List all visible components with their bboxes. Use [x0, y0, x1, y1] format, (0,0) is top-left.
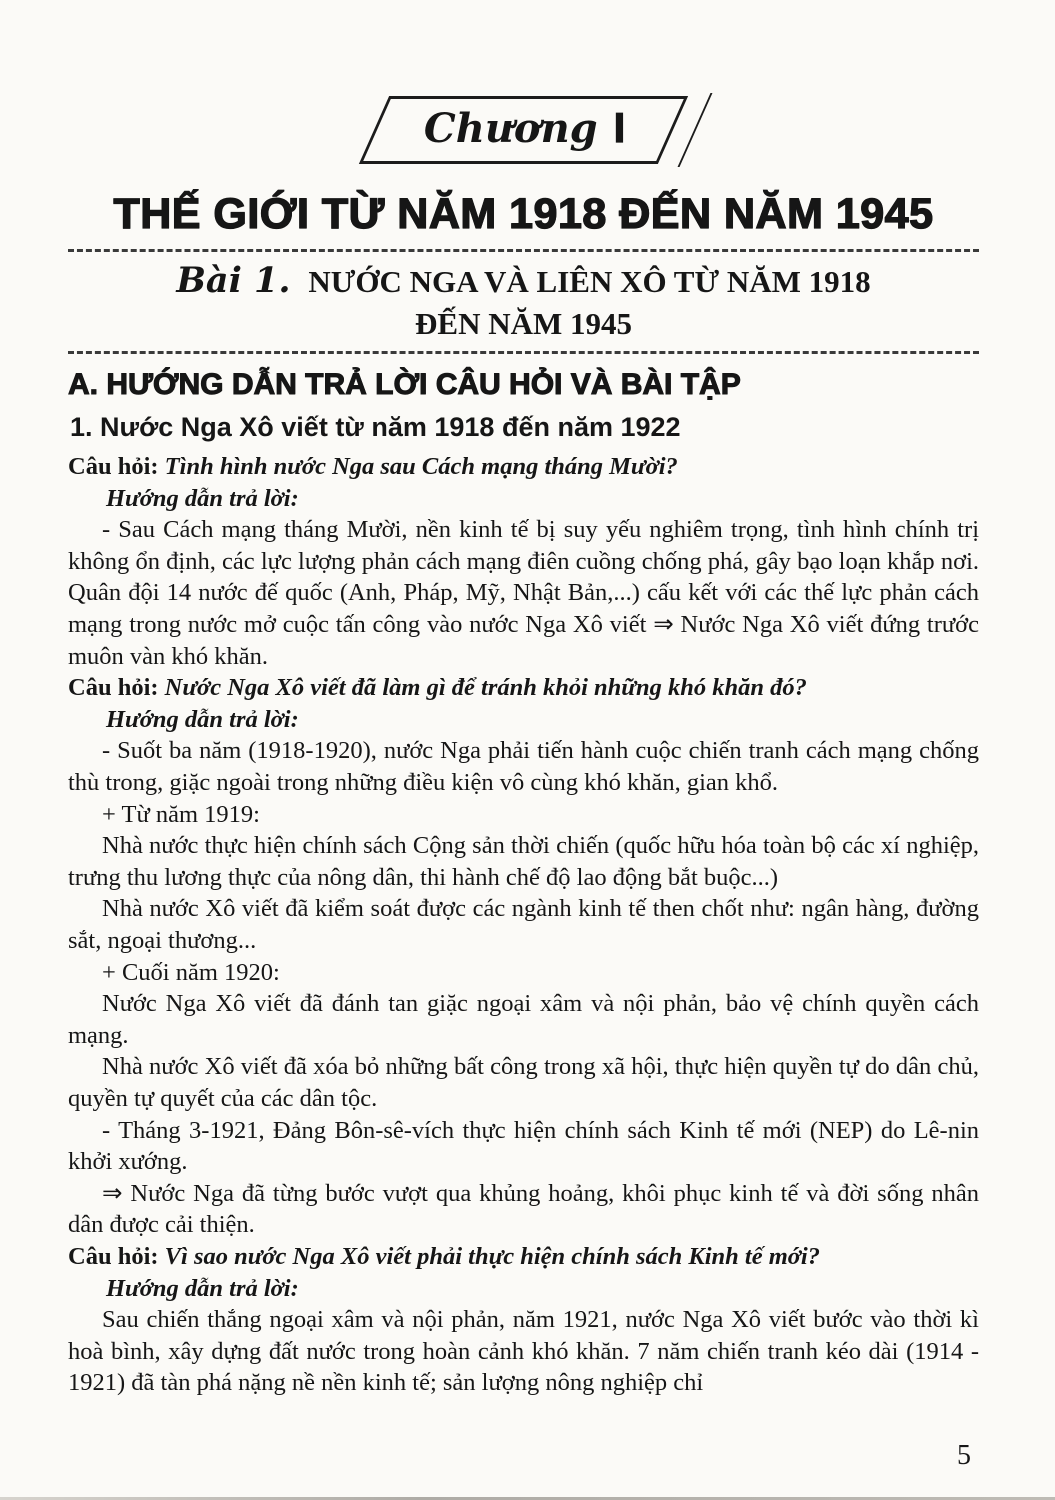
dashed-divider-bottom [68, 351, 979, 354]
question [68, 672, 979, 704]
answer-guide-label: Hướng dẫn trả lời: [106, 1274, 299, 1302]
chapter-title: THẾ GIỚI TỪ NĂM 1918 ĐẾN NĂM 1945 [113, 190, 934, 238]
answer-guide-label: Hướng dẫn trả lời: [106, 705, 299, 733]
question-text: Tình hình nước Nga sau Cách mạng tháng Mười? [164, 453, 678, 481]
question [68, 1241, 979, 1273]
question-label: Câu hỏi: [68, 674, 159, 702]
paragraph: + Từ năm 1919: [102, 800, 260, 828]
page-number: 5 [957, 1440, 971, 1471]
paragraph: + Cuối năm 1920: [102, 958, 280, 986]
lesson-title-line2: ĐẾN NĂM 1945 [415, 306, 632, 342]
body-content [68, 451, 979, 1399]
chapter-badge-text [424, 104, 625, 152]
question-text: Vì sao nước Nga Xô viết phải thực hiện chính sách Kinh tế mới? [164, 1242, 820, 1270]
chapter-badge [359, 96, 689, 164]
chapter-word: Chương [423, 105, 598, 152]
lesson-heading-line1 [68, 258, 979, 304]
lesson-label: Bài 1. [176, 260, 291, 301]
paragraph: Nước Nga Xô viết đã đánh tan giặc ngoại xâm và nội phản, bảo vệ chính quyền cách mạng. [68, 990, 979, 1049]
paragraph: Sau chiến thắng ngoại xâm và nội phản, năm 1921, nước Nga Xô viết bước vào thời kì hoà bình, xây dựng đất nước trong hoàn cảnh khó khăn. 7 năm chiến tranh kéo dài (1914 - 1921) đã tàn phá nặng nề nền kinh tế; sản lượng nông nghiệp chỉ [68, 1306, 979, 1397]
paragraph: - Suốt ba năm (1918-1920), nước Nga phải tiến hành cuộc chiến tranh cách mạng chống thù trong, giặc ngoài trong những điều kiện vô cùng khó khăn, gian khổ. [68, 737, 979, 797]
paragraph: Nhà nước Xô viết đã kiểm soát được các ngành kinh tế then chốt như: ngân hàng, đường sắt, ngoại thương... [68, 895, 979, 954]
lesson-heading [68, 258, 979, 345]
lesson-title-line1: NƯỚC NGA VÀ LIÊN XÔ TỪ NĂM 1918 [308, 264, 871, 299]
paragraph: Nhà nước Xô viết đã xóa bỏ những bất công trong xã hội, thực hiện quyền tự do dân chủ, quyền tự quyết của các dân tộc. [68, 1053, 979, 1112]
question-label: Câu hỏi: [68, 1242, 159, 1270]
paragraph: - Tháng 3-1921, Đảng Bôn-sê-vích thực hiện chính sách Kinh tế mới (NEP) do Lê-nin khởi xướng. [68, 1116, 979, 1176]
paragraph: - Sau Cách mạng tháng Mười, nền kinh tế bị suy yếu nghiêm trọng, tình hình chính trị không ổn định, các lực lượng phản cách mạng điên cuồng chống phá, gây bạo loạn khắp nơi. Quân đội 14 nước đế quốc (Anh, Pháp, Mỹ, Nhật Bản,...) cấu kết với các thế lực phản cách mạng trong nước mở cuộc tấn công vào nước Nga Xô viết ⇒ Nước Nga Xô viết đứng trước muôn vàn khó khăn. [68, 516, 979, 670]
section-a-heading: A. HƯỚNG DẪN TRẢ LỜI CÂU HỎI VÀ BÀI TẬP [68, 368, 741, 402]
paragraph: Nhà nước thực hiện chính sách Cộng sản thời chiến (quốc hữu hóa toàn bộ các xí nghiệp, trưng thu lương thực của nông dân, thi hành chế độ lao động bắt buộc...) [68, 832, 979, 891]
question-text: Nước Nga Xô viết đã làm gì để tránh khỏi những khó khăn đó? [164, 674, 807, 702]
chapter-numeral: I [613, 104, 626, 151]
dashed-divider-top [68, 249, 979, 252]
chapter-badge-row [68, 96, 979, 164]
question [68, 451, 979, 483]
answer-guide-label: Hướng dẫn trả lời: [106, 484, 299, 512]
question-label: Câu hỏi: [68, 453, 159, 481]
subsection-heading: 1. Nước Nga Xô viết từ năm 1918 đến năm 1922 [70, 412, 681, 443]
paragraph: ⇒ Nước Nga đã từng bước vượt qua khủng hoảng, khôi phục kinh tế và đời sống nhân dân được cải thiện. [68, 1179, 979, 1239]
